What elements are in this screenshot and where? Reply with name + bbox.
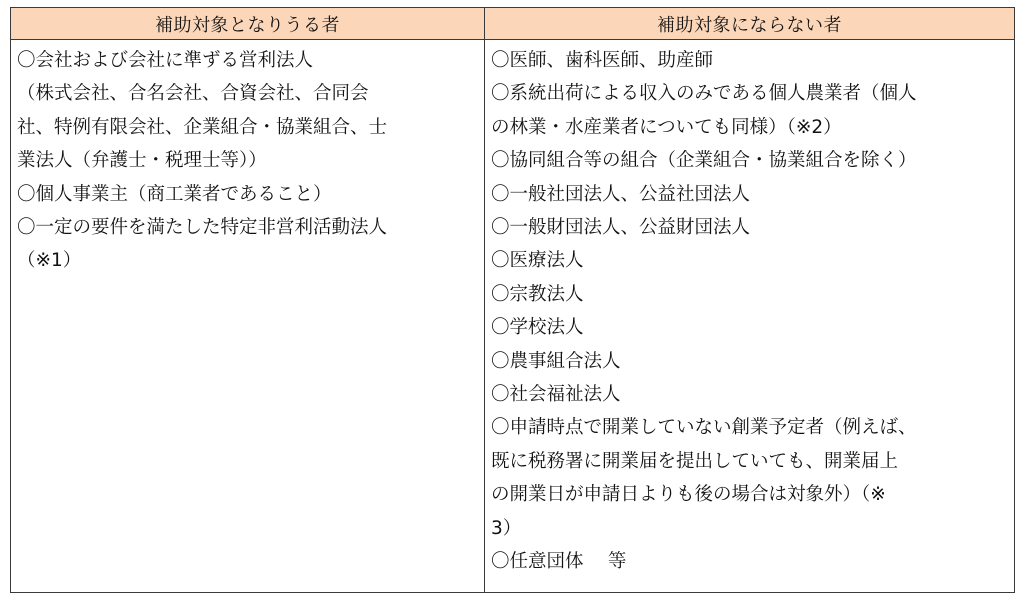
list-item-text: 〇医療法人 [491,250,584,272]
list-item-text: 〇農事組合法人 [491,350,621,372]
ineligible-item [491,378,1008,411]
list-item-continuation: 社、特例有限会社、企業組合・協業組合、士 [17,116,388,138]
ineligible-item [491,211,1008,244]
ineligible-item [491,244,1008,277]
list-item-continuation: （株式会社、合名会社、合資会社、合同会 [17,83,369,105]
eligible-list [17,44,478,278]
list-item-text: 〇系統出荷による収入のみである個人農業者（個人 [491,83,917,105]
list-item-continuation: 業法人（弁護士・税理士等）） [17,150,267,172]
ineligible-column-header: 補助対象にならない者 [485,8,1015,40]
list-item-continuation: の開業日が申請日よりも後の場合は対象外）（※ [491,484,886,506]
list-item-text: 〇社会福祉法人 [491,384,621,406]
ineligible-item [491,144,1008,177]
eligible-item [17,211,478,278]
list-item-text: 〇医師、歯科医師、助産師 [491,50,714,71]
list-item-text: 〇協同組合等の組合（企業組合・協業組合を除く） [491,150,917,172]
ineligible-list [491,44,1008,579]
eligibility-table [10,7,1015,593]
eligible-item [17,44,478,178]
ineligible-item [491,278,1008,311]
list-item-continuation: 既に税務署に開業届を提出していても、開業届上 [491,450,899,472]
eligible-cell [11,40,485,593]
ineligible-item [491,345,1008,378]
list-item-continuation: の林業・水産業者についても同様）（※2） [491,116,842,138]
content-row [11,40,1015,593]
list-item-text: 〇宗教法人 [491,283,584,305]
header-row [11,8,1015,40]
ineligible-item [491,311,1008,344]
eligible-column-header: 補助対象となりうる者 [11,8,485,40]
list-item-text: 〇申請時点で開業していない創業予定者（例えば、 [491,417,917,439]
list-item-text: 〇個人事業主（商工業者であること） [17,183,332,205]
list-item-text: 〇一般社団法人、公益社団法人 [491,183,751,205]
ineligible-cell [485,40,1015,593]
list-item-text: 〇会社および会社に準ずる営利法人 [17,50,314,71]
list-item-continuation: （※1） [17,250,82,272]
list-item-text: 〇任意団体 等 [491,551,627,573]
list-item-continuation: 3） [491,517,522,539]
list-item-text: 〇学校法人 [491,317,584,339]
eligible-item [17,178,478,211]
ineligible-item [491,411,1008,545]
ineligible-item [491,545,1008,578]
list-item-text: 〇一定の要件を満たした特定非営利活動法人 [17,217,388,239]
ineligible-item [491,44,1008,77]
ineligible-item [491,77,1008,144]
list-item-text: 〇一般財団法人、公益財団法人 [491,217,751,239]
ineligible-item [491,178,1008,211]
